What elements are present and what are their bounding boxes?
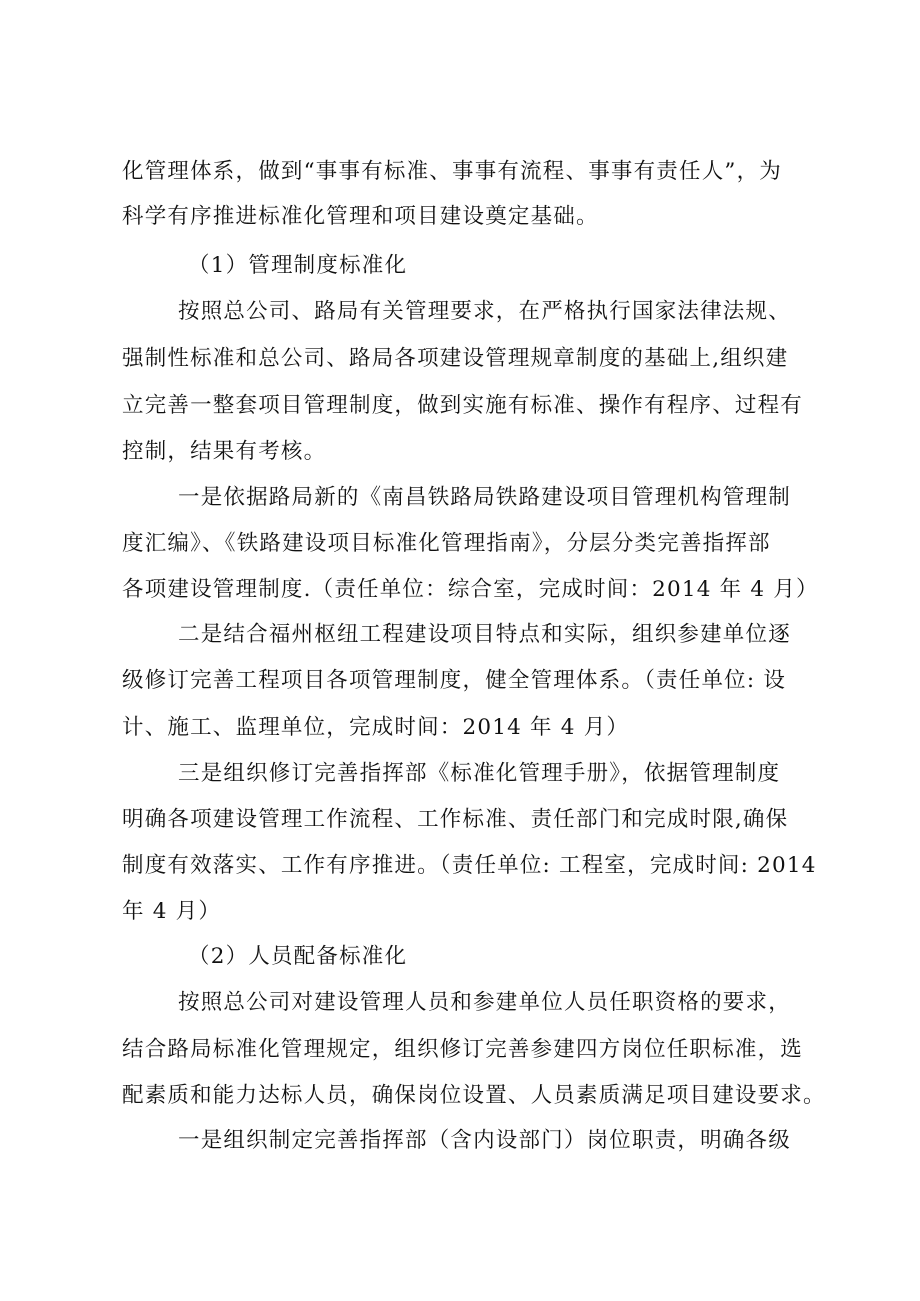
paragraph-line: 控制，结果有考核。 (122, 439, 327, 464)
section-heading: （1）管理制度标准化 (188, 253, 408, 278)
paragraph-line: 结合路局标准化管理规定，组织修订完善参建四方岗位任职标准，选 (122, 1037, 804, 1062)
paragraph-line: 化管理体系，做到“事事有标准、事事有流程、事事有责任人”，为 (122, 159, 782, 184)
paragraph-line: 明确各项建设管理工作流程、工作标准、责任部门和完成时限,确保 (122, 807, 789, 832)
paragraph-line: 年 4 月） (122, 899, 222, 924)
paragraph-line: 一是组织制定完善指挥部（含内设部门）岗位职责，明确各级 (178, 1128, 791, 1153)
paragraph-line: 按照总公司对建设管理人员和参建单位人员任职资格的要求， (178, 990, 791, 1015)
section-heading: （2）人员配备标准化 (188, 944, 408, 969)
paragraph-line: 立完善一整套项目管理制度，做到实施有标准、操作有程序、过程有 (122, 393, 804, 418)
paragraph-line: 科学有序推进标准化管理和项目建设奠定基础。 (122, 204, 599, 229)
paragraph-line: 二是结合福州枢纽工程建设项目特点和实际，组织参建单位逐 (178, 622, 791, 647)
paragraph-line: 度汇编》、《铁路建设项目标准化管理指南》，分层分类完善指挥部 (122, 531, 771, 556)
paragraph-line: 三是组织修订完善指挥部《标准化管理手册》，依据管理制度 (178, 761, 781, 786)
paragraph-line: 计、施工、监理单位，完成时间：2014 年 4 月） (122, 715, 630, 740)
paragraph-line: 制度有效落实、工作有序推进。（责任单位: 工程室，完成时间: 2014 (122, 853, 817, 878)
paragraph-line: 一是依据路局新的《南昌铁路局铁路建设项目管理机构管理制 (178, 485, 791, 510)
paragraph-line: 各项建设管理制度.（责任单位：综合室，完成时间：2014 年 4 月） (122, 577, 819, 602)
paragraph-line: 配素质和能力达标人员，确保岗位设置、人员素质满足项目建设要求。 (122, 1083, 826, 1108)
paragraph-line: 按照总公司、路局有关管理要求，在严格执行国家法律法规、 (178, 299, 791, 324)
paragraph-line: 强制性标准和总公司、路局各项建设管理规章制度的基础上,组织建 (122, 346, 789, 371)
paragraph-line: 级修订完善工程项目各项管理制度，健全管理体系。（责任单位: 设 (122, 668, 787, 693)
